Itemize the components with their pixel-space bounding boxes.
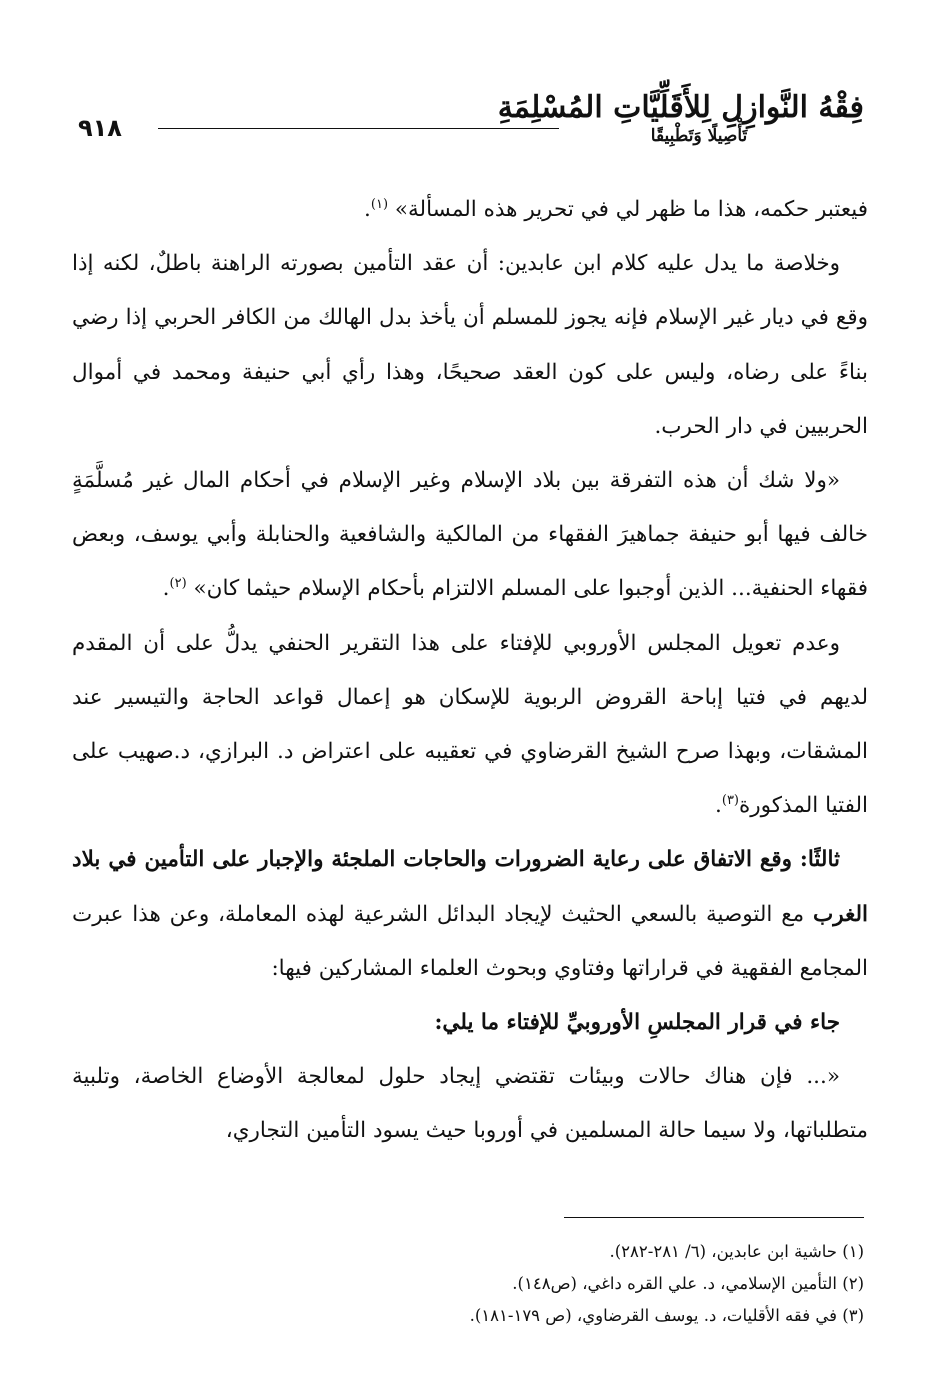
footnotes: [74, 1236, 864, 1332]
paragraph-continuation: [72, 183, 868, 237]
running-header: [78, 88, 864, 168]
paragraph-council: [72, 617, 868, 834]
footnote-ref-1: (١): [370, 196, 389, 212]
section-heading-third: ثالثًا: وقع الاتفاق على رعاية الضرورات والحاجات الملجئة والإجبار على التأمين في بلاد الغرب: [72, 847, 868, 927]
footnote-separator: [564, 1217, 864, 1218]
footnote-ref-2: (٢): [169, 576, 187, 592]
footnote-1: (١) حاشية ابن عابدين، (٦/ ٢٨١-٢٨٢).: [609, 1242, 864, 1261]
paragraph-text: جاء في قرار المجلسِ الأوروبيِّ للإفتاء ما يلي:: [434, 1010, 840, 1036]
paragraph-decision-quote: [72, 1050, 868, 1158]
paragraph-end: .: [715, 793, 722, 819]
paragraph-text: وخلاصة ما يدل عليه كلام ابن عابدين: أن عقد التأمين بصورته الراهنة باطلٌ، لكنه إذا وقع في ديار غير الإسلام فإنه يجوز للمسلم أن يأخذ بدل الهالك من الكافر الحربي إذا رضي بناءً على رضاه، وليس على كون العقد صحيحًا، وهذا رأي أبي حنيفة ومحمد في أموال الحربيين في دار الحرب.: [72, 251, 868, 439]
paragraph-quote: [72, 454, 868, 617]
book-title-subtitle: تَأْصِيلًا وَتَطْبِيقًا: [650, 126, 748, 146]
footnote-ref-3: (٣): [721, 793, 739, 809]
body-text: [72, 183, 868, 1159]
paragraph-end: .: [162, 576, 170, 602]
paragraph-text: «ولا شك أن هذه التفرقة بين بلاد الإسلام وغير الإسلام في أحكام المال غير مُسلَّمَةٍ خالف فيها أبو حنيفة جماهيرَ الفقهاء من المالكية والشافعية والحنابلة وأبي يوسف، وبعض فقهاء الحنفية... الذين أوجبوا على المسلم الالتزام بأحكام الإسلام حيثما كان»: [72, 468, 868, 602]
paragraph-end: .: [364, 197, 371, 222]
paragraph-summary: [72, 237, 868, 454]
paragraph-text: «... فإن هناك حالات وبيئات تقتضي إيجاد حلول لمعالجة الأوضاع الخاصة، وتلبية متطلباتها، ولا سيما حالة المسلمين في أوروبا حيث يسود التأمين التجاري،: [72, 1064, 868, 1144]
book-title: [497, 88, 864, 146]
page-number: ٩١٨: [78, 114, 122, 142]
footnote-3: (٣) في فقه الأقليات، د. يوسف القرضاوي، (ص ١٧٩-١٨١).: [469, 1306, 864, 1325]
footnote-2: (٢) التأمين الإسلامي، د. علي القره داغي، (ص١٤٨).: [512, 1274, 864, 1293]
header-rule: [158, 128, 559, 129]
paragraph-text: فيعتبر حكمه، هذا ما ظهر لي في تحرير هذه المسألة»: [394, 197, 868, 222]
book-title-main: فِقْهُ النَّوازِلِ لِلأَقَلِّيَّاتِ المُسْلِمَةِ: [497, 90, 864, 125]
paragraph-text: وعدم تعويل المجلس الأوروبي للإفتاء على هذا التقرير الحنفي يدلُّ على أن المقدم لديهم في فتيا إباحة القروض الربوية للإسكان هو إعمال قواعد الحاجة والتيسير عند المشقات، وبهذا صرح الشيخ القرضاوي في تعقيبه على اعتراض د. البرازي، د.صهيب على الفتيا المذكورة: [72, 630, 868, 819]
paragraph-text: مع التوصية بالسعي الحثيث لإيجاد البدائل الشرعية لهذه المعاملة، وعن هذا عبرت المجامع الفقهية في قراراتها وفتاوي وبحوث العلماء المشاركين فيها:: [72, 901, 868, 981]
paragraph-third-point: [72, 833, 868, 996]
paragraph-decision-heading: [72, 996, 868, 1050]
